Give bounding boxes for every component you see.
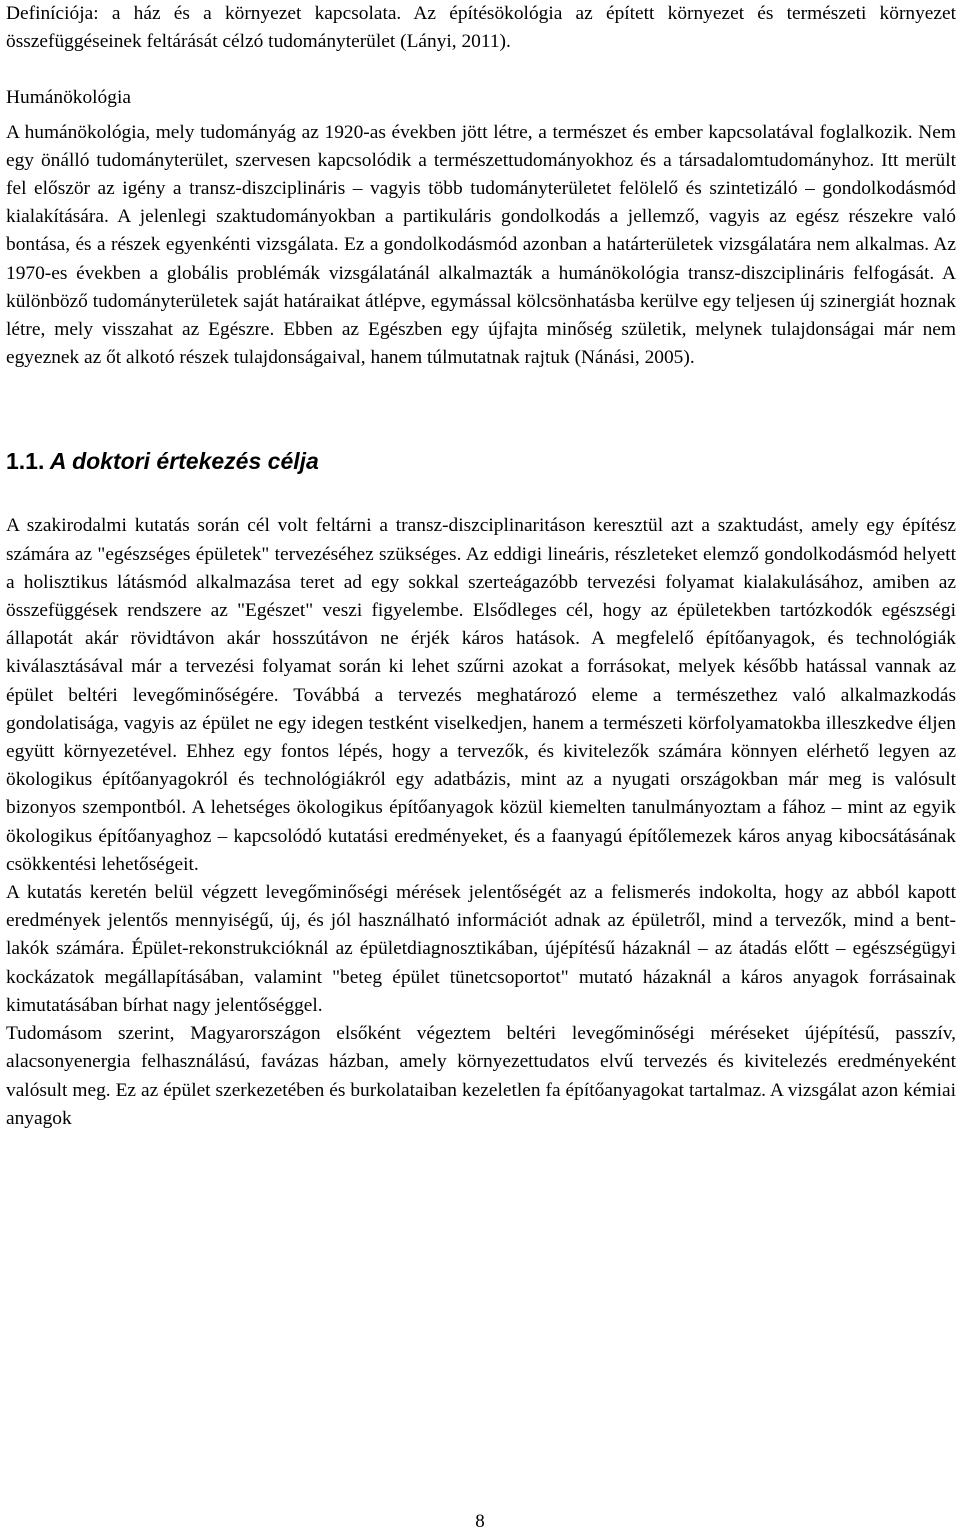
intro-paragraph: Definíciója: a ház és a környezet kapcsolata. Az építésökológia az épített környezet és természeti környezet összefüggéseinek feltárását célzó tudományterület (Lányi, 2011). [6,3,956,53]
section-paragraph: A szakirodalmi kutatás során cél volt feltárni a transz-diszciplinaritáson keresztül azt a szaktudást, amely egy építész számára az "egészséges épületek" tervezéséhez szükséges. Az eddigi lineáris, részleteket elemző gondolkodásmód helyett a holisztikus látásmód alkalmazása teret ad egy sokkal szerteágazóbb tervezési folyamat kialakulásához, amiben az összefüggések rendszere az "Egészet" veszi figyelembe. Elsődleges cél, hogy az épületekben tartózkodók egészségi állapotát akár rövidtávon akár hosszútávon ne érjék káros hatások. A megfelelő építőanyagok, és technológiák kiválasztásával már a tervezési folyamat során ki lehet szűrni azokat a forrásokat, melyek később hatással vannak az épület beltéri levegőminőségére. Továbbá a tervezés meghatározó eleme a természethez való alkalmazkodás gondolatisága, vagyis az épület ne egy idegen testként viselkedjen, hanem a természeti körfolyamatokba illeszkedve éljen együtt környezetével. Ehhez egy fontos lépés, hogy a tervezők, és kivitelezők számára könnyen elérhető legyen az ökologikus építőanyagokról és technológiákról egy adatbázis, mint az a nyugati országokban már meg is valósult bizonyos szempontból. A lehetséges ökologikus építőanyagok közül kiemelten tanulmányoztam a fához – mint az egyik ökologikus építőanyaghoz – kapcsolódó kutatási eredményeket, és a faanyagú építőlemezek káros anyag kibocsátásának csökkentési lehetőségeit. [6,515,956,875]
section-paragraph: A kutatás keretén belül végzett levegőminőségi mérések jelentőségét az a felismerés indokolta, hogy az abból kapott eredmények jelentős mennyiségű, új, és jól használható információt adnak az épületről, mind a tervezők, mind a bent-lakók számára. Épület-rekonstrukcióknál az épületdiagnosztikában, újépítésű házaknál – az átadás előtt – egészségügyi kockázatok megállapításában, valamint "beteg épület tünetcsoportot" mutató házaknál a káros anyagok forrásainak kimutatásában bírhat nagy jelentőséggel. [6,882,956,1016]
section-paragraph: Tudomásom szerint, Magyarországon elsőként végeztem beltéri levegőminőségi méréseket újépítésű, passzív, alacsonyenergia felhasználású, favázas házban, amely környezettudatos elvű tervezés és kivitelezés eredményeként valósult meg. Ez az épület szerkezetében és burkolataiban kezeletlen fa építőanyagokat tartalmaz. A vizsgálat azon kémiai anyagok [6,1023,956,1129]
page-number: 8 [475,1511,485,1532]
document-page [6,0,956,1133]
section-body [6,512,956,1132]
section-title: A doktori értekezés célja [49,448,319,475]
subheading-humanecology: Humánökológia [6,87,131,109]
section-heading [6,447,956,475]
humanecology-paragraph: A humánökológia, mely tudományág az 1920-as években jött létre, a természet és ember kapcsolatával foglalkozik. Nem egy önálló tudományterület, szervesen kapcsolódik a természettudományokhoz és a társadalomtudományhoz. Itt merült fel először az igény a transz-diszciplináris – vagyis több tudományterületet felölelő és szintetizáló – gondolkodásmód kialakítására. A jelenlegi szaktudományokban a partikuláris gondolkodás a jellemző, vagyis az egész részekre való bontása, és a részek egyenkénti vizsgálata. Ez a gondolkodásmód azonban a határterületek vizsgálatára nem alkalmas. Az 1970-es években a globális problémák vizsgálatánál alkalmazták a humánökológia transz-diszciplináris felfogását. A különböző tudományterületek saját határaikat átlépve, egymással kölcsönhatásba kerülve egy teljesen új szinergiát hoznak létre, mely visszahat az Egészre. Ebben az Egészben egy újfajta minőség születik, melynek tulajdonságai már nem egyeznek az őt alkotó részek tulajdonságaival, hanem túlmutatnak rajtuk (Nánási, 2005). [6,121,956,369]
section-number: 1.1. [6,448,45,475]
